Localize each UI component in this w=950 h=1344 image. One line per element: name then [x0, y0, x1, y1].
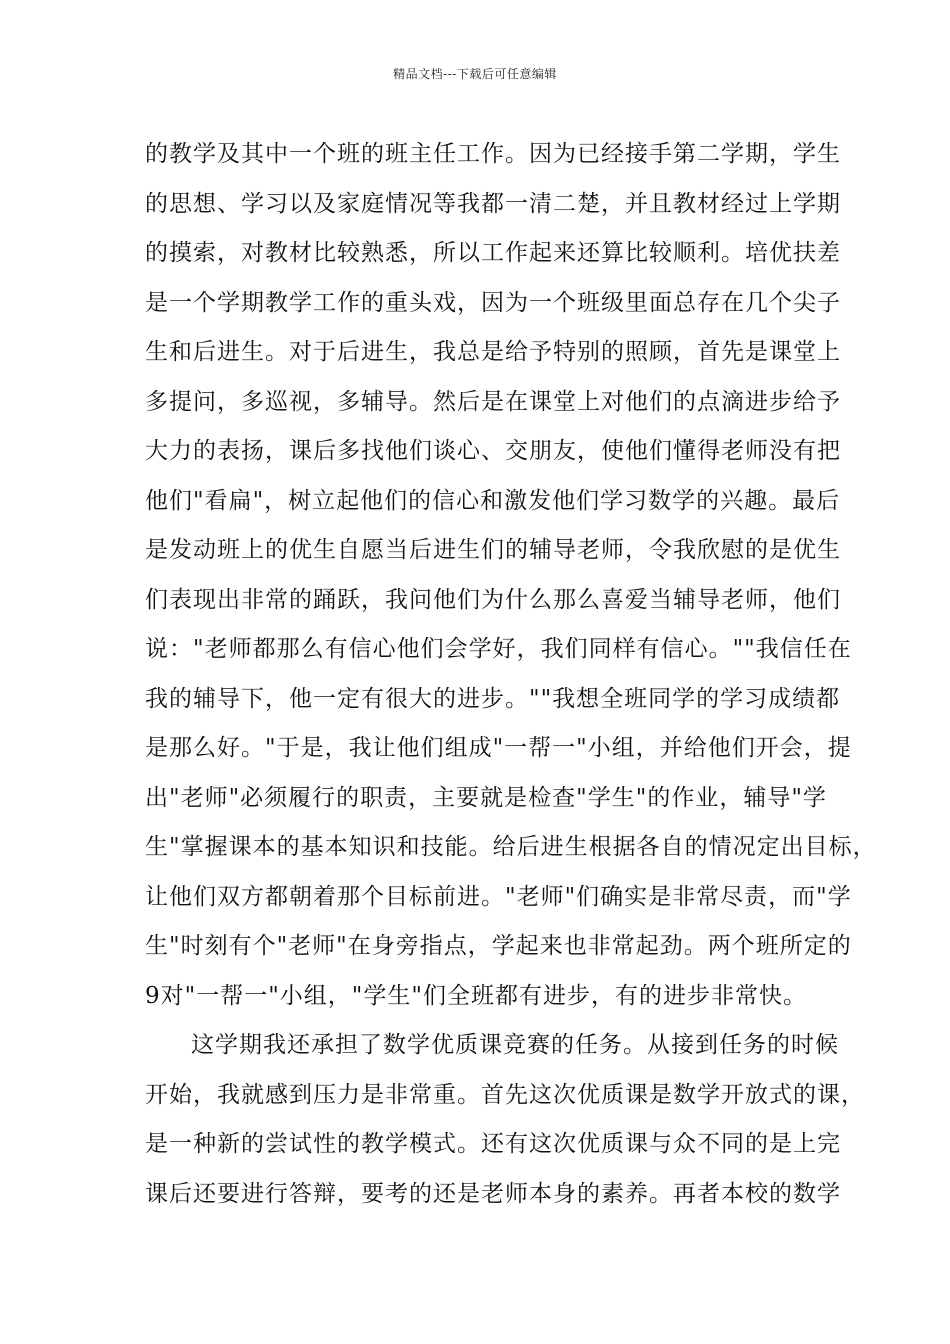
page-header: 精品文档---下载后可任意编辑 [393, 67, 557, 81]
text-line: 们表现出非常的踊跃，我问他们为什么那么喜爱当辅导老师，他们 [145, 586, 841, 613]
text-line: 说："老师都那么有信心他们会学好，我们同样有信心。""我信任在 [145, 636, 852, 662]
text-line: 生"掌握课本的基本知识和技能。给后进生根据各自的情况定出目标， [145, 834, 877, 860]
body-text [145, 130, 877, 1219]
text-line: 是发动班上的优生自愿当后进生们的辅导老师，令我欣慰的是优生 [145, 537, 841, 563]
text-line: 开始，我就感到压力是非常重。首先这次优质课是数学开放式的课， [145, 1081, 865, 1108]
text-line: 大力的表扬，课后多找他们谈心、交朋友，使他们懂得老师没有把 [145, 438, 841, 464]
text-line: 他们"看扁"，树立起他们的信心和激发他们学习数学的兴趣。最后 [145, 487, 841, 514]
text-line: 是一个学期教学工作的重头戏，因为一个班级里面总存在几个尖子 [145, 289, 841, 316]
text-line: 是那么好。"于是，我让他们组成"一帮一"小组，并给他们开会，提 [145, 735, 852, 761]
text-line: 出"老师"必须履行的职责，主要就是检查"学生"的作业，辅导"学 [145, 784, 827, 811]
text-line: 的摸索，对教材比较熟悉，所以工作起来还算比较顺利。培优扶差 [145, 240, 841, 266]
text-line: 的教学及其中一个班的班主任工作。因为已经接手第二学期，学生 [145, 141, 841, 167]
text-line: 我的辅导下，他一定有很大的进步。""我想全班同学的学习成绩都 [145, 685, 841, 712]
text-line: 9对"一帮一"小组，"学生"们全班都有进步，有的进步非常快。 [145, 982, 807, 1009]
text-line: 让他们双方都朝着那个目标前进。"老师"们确实是非常尽责，而"学 [145, 883, 852, 910]
text-line: 的思想、学习以及家庭情况等我都一清二楚，并且教材经过上学期 [145, 190, 841, 217]
text-line: 是一种新的尝试性的教学模式。还有这次优质课与众不同的是上完 [145, 1131, 841, 1157]
text-line: 多提问，多巡视，多辅导。然后是在课堂上对他们的点滴进步给予 [145, 388, 841, 415]
text-line: 生和后进生。对于后进生，我总是给予特别的照顾，首先是课堂上 [145, 339, 841, 365]
paragraph-start-line: 这学期我还承担了数学优质课竞赛的任务。从接到任务的时候 [191, 1032, 839, 1058]
text-line: 课后还要进行答辩，要考的还是老师本身的素养。再者本校的数学 [145, 1180, 841, 1207]
text-line: 生"时刻有个"老师"在身旁指点，学起来也非常起劲。两个班所定的 [145, 933, 852, 959]
